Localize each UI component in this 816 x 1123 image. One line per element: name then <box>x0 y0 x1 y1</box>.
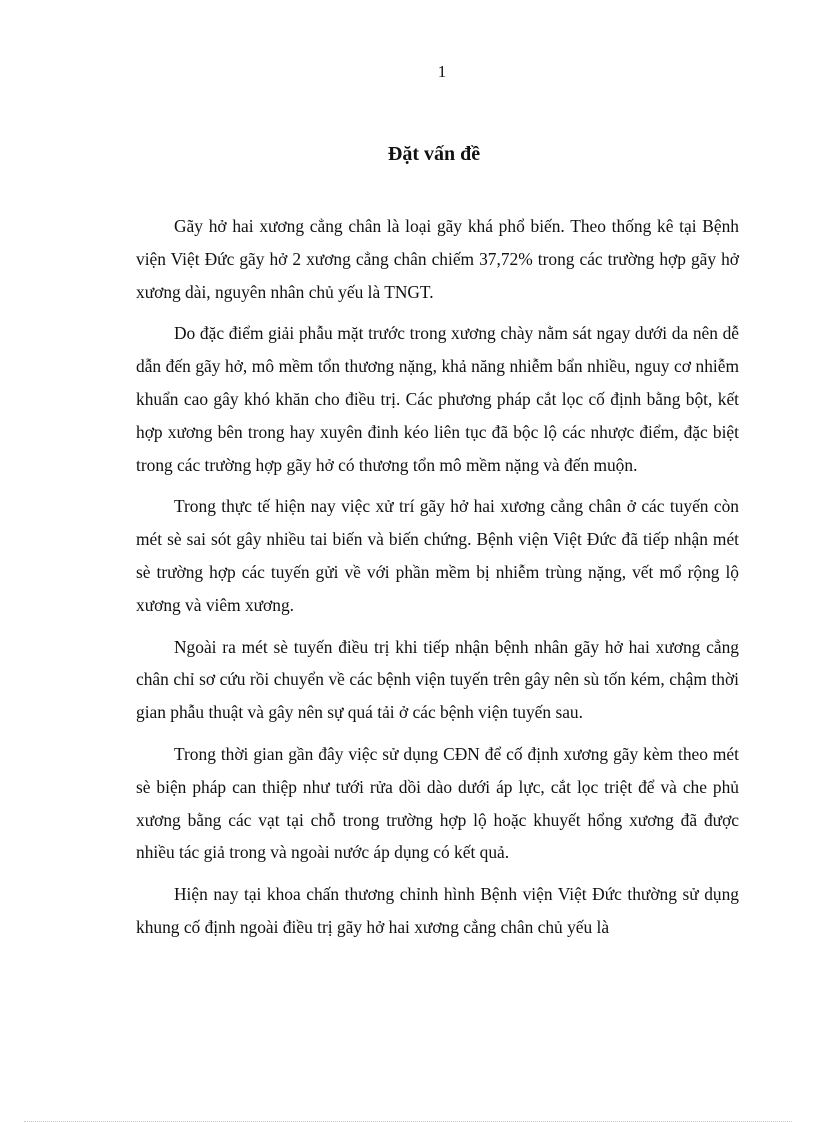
paragraph-4: Ngoài ra mét sè tuyến điều trị khi tiếp nhận bệnh nhân gãy hở hai xương cẳng chân chỉ sơ cứu rồi chuyển về các bệnh viện tuyến trên gây nên sù tốn kém, chậm thời gian phẫu thuật và gây nên sự quá tải ở các bệnh viện tuyến sau. <box>136 636 739 723</box>
paragraph-5: Trong thời gian gần đây việc sử dụng CĐN để cố định xương gãy kèm theo mét sè biện pháp can thiệp như tưới rửa dồi dào dưới áp lực, cắt lọc triệt để và che phủ xương bằng các vạt tại chỗ trong trường hợp lộ hoặc khuyết hổng xương đã được nhiều tác giả trong và ngoài nước áp dụng có kết quả. <box>136 743 739 863</box>
page-number: 1 <box>437 62 447 81</box>
page-bottom-divider <box>24 1121 792 1122</box>
paragraph-2: Do đặc điểm giải phẫu mặt trước trong xương chày nằm sát ngay dưới da nên dễ dẫn đến gãy hở, mô mềm tổn thương nặng, khả năng nhiễm bẩn nhiều, nguy cơ nhiễm khuẩn cao gây khó khăn cho điều trị. Các phương pháp cắt lọc cố định bằng bột, kết hợp xương bên trong hay xuyên đinh kéo liên tục đã bộc lộ các nhược điểm, đặc biệt trong các trường hợp gãy hở có thương tổn mô mềm nặng và đến muộn. <box>136 323 739 475</box>
paragraph-6: Hiện nay tại khoa chấn thương chỉnh hình Bệnh viện Việt Đức thường sử dụng khung cố định ngoài điều trị gãy hở hai xương cẳng chân chủ yếu là <box>136 884 739 937</box>
paragraph-3: Trong thực tế hiện nay việc xử trí gãy hở hai xương cẳng chân ở các tuyến còn mét sè sai sót gây nhiều tai biến và biến chứng. Bệnh viện Việt Đức đã tiếp nhận mét sè trường hợp các tuyến gửi về với phần mềm bị nhiễm trùng nặng, vết mổ rộng lộ xương và viêm xương. <box>136 496 739 615</box>
body-text <box>136 210 739 953</box>
paragraph-1: Gãy hở hai xương cẳng chân là loại gãy khá phổ biến. Theo thống kê tại Bệnh viện Việt Đức gãy hở 2 xương cẳng chân chiếm 37,72% trong các trường hợp gãy hở xương dài, nguyên nhân chủ yếu là TNGT. <box>136 216 739 302</box>
page-title: Đặt vấn đề <box>387 143 481 165</box>
